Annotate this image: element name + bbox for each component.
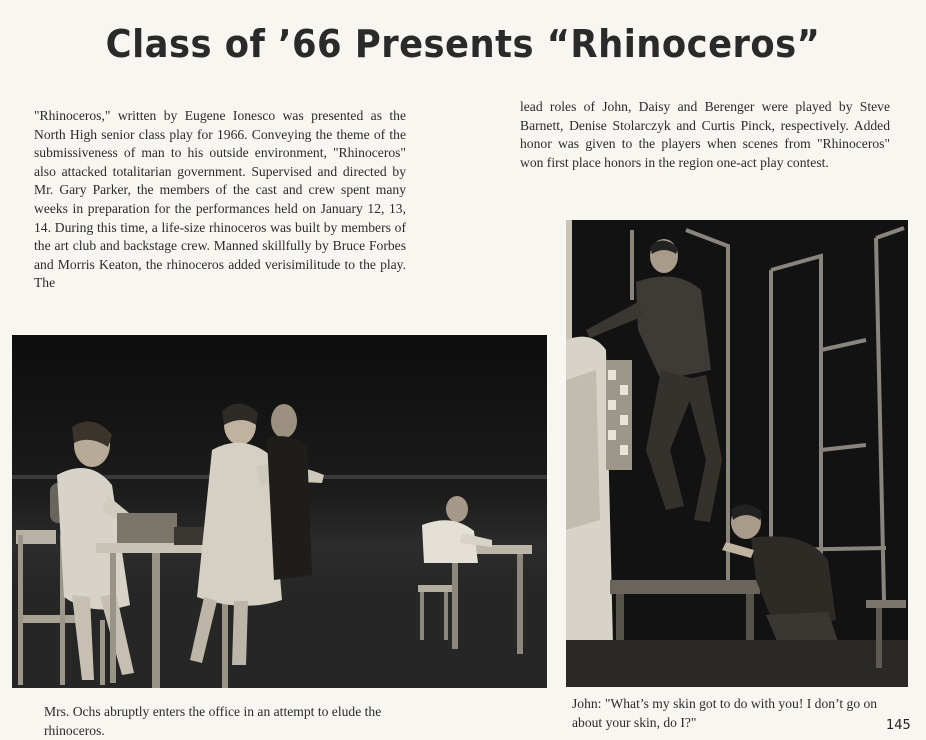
photo-stage-scene-illustration	[566, 220, 908, 687]
photo-stage-scene	[566, 220, 908, 687]
article-paragraph-right: lead roles of John, Daisy and Berenger were played by Steve Barnett, Denise Stolarczyk and Curtis Pinck, respectively. Added honor was given to the players when scenes from "Rhinoceros" won first place honors in the region one-act play contest.	[520, 99, 890, 170]
caption-office-scene: Mrs. Ochs abruptly enters the office in an attempt to elude the rhinoceros.	[44, 704, 382, 738]
page-title: Class of ’66 Presents “Rhinoceros”	[105, 22, 821, 66]
article-paragraph-left: "Rhinoceros," written by Eugene Ionesco was presented as the North High senior class play for 1966. Conveying the theme of the submissiveness of man to his outside environment, "Rhinoceros" also attacked totalitarian government. Supervised and directed by Mr. Gary Parker, the members of the cast and crew spent many weeks in preparation for the performances held on January 12, 13, 14. During this time, a life-size rhinoceros was built by members of the art club and backstage crew. Manned skillfully by Bruce Forbes and Morris Keaton, the rhinoceros added verisimilitude to the play. The	[34, 108, 406, 291]
page-number: 145	[886, 718, 911, 733]
photo-office-scene-illustration	[12, 335, 547, 688]
caption-stage-scene: John: "What’s my skin got to do with you! I don’t go on about your skin, do I?"	[572, 696, 878, 730]
photo-office-scene	[12, 335, 547, 688]
